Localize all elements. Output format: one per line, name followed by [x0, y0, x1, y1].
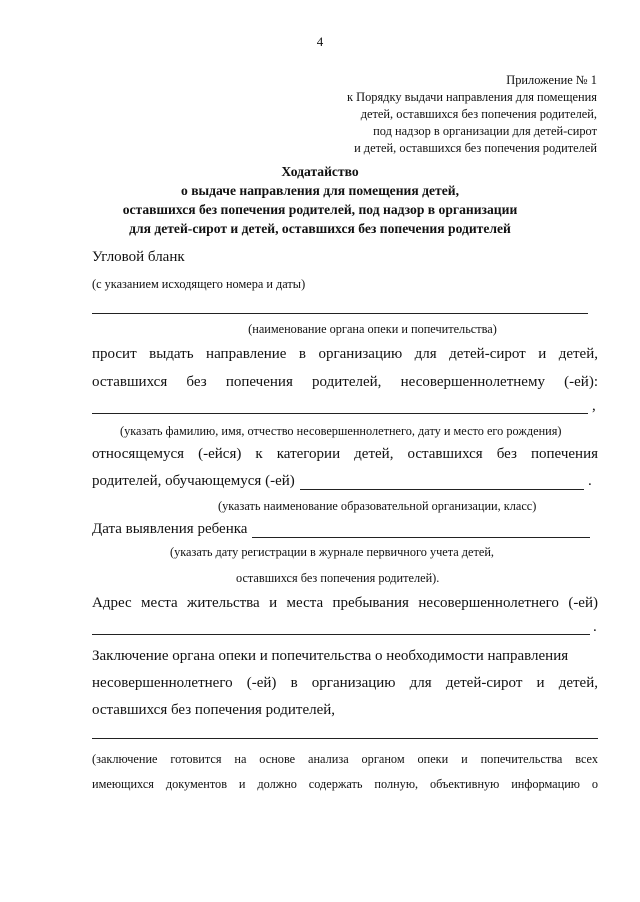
school-hint: (указать наименование образовательной организации, класс) [218, 499, 537, 513]
period: . [593, 619, 597, 635]
minor-name-line [92, 413, 588, 414]
title-line: о выдаче направления для помещения детей, [181, 183, 459, 198]
category-text-line: относящемуся (-ейся) к категории детей, оставшихся без попечения [92, 446, 598, 462]
document-title [0, 162, 640, 238]
address-line [92, 634, 590, 635]
detection-date-line [252, 537, 590, 538]
conclusion-note-line: имеющихся документов и должно содержать полную, объективную информацию о [92, 777, 598, 791]
address-label: Адрес места жительства и места пребывания несовершеннолетнего (-ей) [92, 595, 598, 611]
request-text-line: оставшихся без попечения родителей, несовершеннолетнему (-ей): [92, 374, 598, 390]
title-line: оставшихся без попечения родителей, под надзор в организации [122, 202, 518, 217]
title-line: для детей-сирот и детей, оставшихся без попечения родителей [129, 221, 511, 236]
annex-line: детей, оставшихся без попечения родителей, [360, 107, 597, 121]
minor-hint: (указать фамилию, имя, отчество несовершеннолетнего, дату и место его рождения) [120, 424, 562, 438]
request-text-line: просит выдать направление в организацию для детей-сирот и детей, [92, 346, 598, 362]
conclusion-text-line: Заключение органа опеки и попечительства о необходимости направления [92, 648, 569, 664]
school-name-line [300, 489, 584, 490]
title-line: Ходатайство [281, 164, 359, 179]
corner-stamp-hint: (с указанием исходящего номера и даты) [92, 277, 306, 291]
annex-line: к Порядку выдачи направления для помещения [347, 90, 597, 104]
conclusion-note-line: (заключение готовится на основе анализа органом опеки и попечительства всех [92, 752, 598, 766]
detection-hint: (указать дату регистрации в журнале первичного учета детей, [170, 545, 494, 559]
annex-header [347, 72, 597, 157]
category-text-line: родителей, обучающемуся (-ей) [92, 473, 295, 489]
authority-hint: (наименование органа опеки и попечительства) [248, 322, 497, 336]
annex-line: и детей, оставшихся без попечения родителей [354, 141, 597, 155]
conclusion-line [92, 738, 598, 739]
conclusion-text-line: оставшихся без попечения родителей, [92, 702, 336, 718]
detection-hint: оставшихся без попечения родителей). [236, 571, 440, 585]
annex-line: под надзор в организации для детей-сирот [373, 124, 597, 138]
page-number: 4 [316, 34, 324, 49]
authority-name-line [92, 313, 588, 314]
period: . [588, 473, 592, 489]
conclusion-text-line: несовершеннолетнего (-ей) в организацию для детей-сирот и детей, [92, 675, 598, 691]
corner-stamp-label: Угловой бланк [92, 249, 185, 265]
annex-line: Приложение № 1 [506, 73, 597, 87]
detection-date-label: Дата выявления ребенка [92, 521, 248, 537]
comma: , [592, 398, 596, 414]
